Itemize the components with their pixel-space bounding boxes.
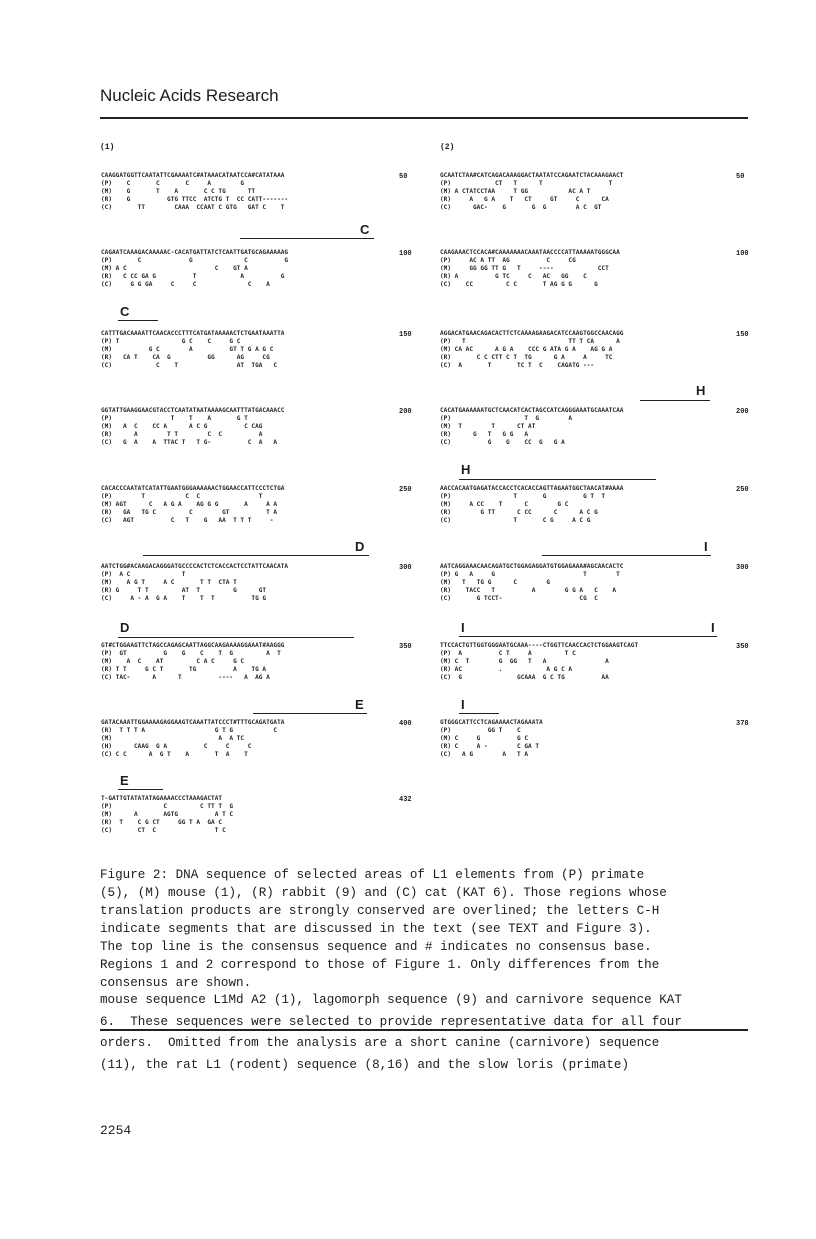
region-2-block-2: [440, 249, 620, 288]
segment-marker-d-2: D: [120, 620, 130, 635]
region-2-block-6: [440, 563, 623, 602]
consensus-sequence: GTGGGCATTCCTCAGAAAACTAGAAATA: [440, 719, 543, 726]
sequence-position-number: 50: [399, 173, 408, 181]
species-sequence-row: (C) CT C T C: [101, 826, 226, 834]
sequence-position-number: 200: [736, 408, 749, 416]
region-1-block-2: [101, 249, 288, 288]
consensus-sequence: GCAATCTAA#CATCAGACAAAGGACTAATATCCAGAATCTACAAAGAACT: [440, 172, 624, 179]
consensus-sequence: CATTTGACAAAATTCAACACCCTTTCATGATAAAAACTCTGAATAAATTA: [101, 330, 285, 337]
species-sequence-row: (R) T T G C T TG A TG A: [101, 665, 267, 673]
segment-marker-e-2: E: [120, 773, 129, 788]
overline-i-1: [542, 555, 711, 556]
species-sequence-row: (M) AGT C A G A AG G G A A A: [101, 500, 278, 508]
species-sequence-row: (C) G G CC G G A: [440, 438, 565, 446]
sequence-position-number: 432: [399, 796, 412, 804]
region-1-block-1: [101, 172, 288, 211]
species-sequence-row: (M) A CTATCCTAA T GG AC A T: [440, 187, 591, 195]
body-paragraph: mouse sequence L1Md A2 (1), lagomorph sequence (9) and carnivore sequence KAT 6. These sequences were selected to provide representative data for all four orders. Omitted from the analysis are a short canine (carnivore) sequence (11), the rat L1 (rodent) sequence (8,16) and the slow loris (primate): [100, 993, 682, 1072]
species-sequence-row: (M) C G G C: [440, 734, 529, 742]
species-sequence-row: (R) T C G CT GG T A GA C: [101, 818, 223, 826]
sequence-position-number: 200: [399, 408, 412, 416]
sequence-position-number: 300: [736, 564, 749, 572]
species-sequence-row: (C) TAC- A T ---- A AG A: [101, 673, 270, 681]
species-sequence-row: (M) T T CT AT: [440, 422, 536, 430]
species-sequence-row: (P) T T A G T: [101, 414, 248, 422]
species-sequence-row: (M) G C A GT T G A G C: [101, 345, 274, 353]
consensus-sequence: CAAGGATGGTTCAATATTCGAAAATC#ATAAACATAATCCA#CATATAAA: [101, 172, 285, 179]
region-2-block-7: [440, 642, 638, 681]
species-sequence-row: (P) GG T C: [440, 726, 521, 734]
overline-i-2: [459, 636, 717, 637]
species-sequence-row: (M) A C CC A A C G C CAG: [101, 422, 263, 430]
sequence-position-number: 300: [399, 564, 412, 572]
segment-marker-e-1: E: [355, 697, 364, 712]
species-sequence-row: (R) C C CTT C T TG G A A TC: [440, 353, 613, 361]
species-sequence-row: (C) G A A TTAC T T G- C A A: [101, 438, 278, 446]
sequence-position-number: 50: [736, 173, 745, 181]
species-sequence-row: (C) T C G A C G: [440, 516, 591, 524]
overline-d-2: [118, 637, 354, 638]
species-sequence-row: (C) A G A T A: [440, 750, 529, 758]
consensus-sequence: CACATGAAAAAATGCTCAACATCACTAGCCATCAGGGAAATGCAAATCAA: [440, 407, 624, 414]
region-2-block-4: [440, 407, 623, 446]
segment-marker-d-1: D: [355, 539, 365, 554]
species-sequence-row: (C) G GCAAA G C TG AA: [440, 673, 609, 681]
journal-title: Nucleic Acids Research: [100, 86, 279, 105]
region-1-block-9: [101, 795, 233, 834]
species-sequence-row: (P) A C T A T C: [440, 649, 576, 657]
species-sequence-row: (M) C T G GG T A A: [440, 657, 609, 665]
consensus-sequence: TTCCACTGTTGGTGGGAATGCAAA----CTGGTTCAACCACTCTGGAAGTCAGT: [440, 642, 639, 649]
species-sequence-row: (R) CA T CA G GG AG CG: [101, 353, 270, 361]
consensus-sequence: CAGAATCAAAGACAAAAAC-CACATGATTATCTCAATTGATGCAGAAAAAG: [101, 249, 289, 256]
species-sequence-row: (M) A G T A C T T CTA T: [101, 578, 237, 586]
species-sequence-row: (C) TT CAAA CCAAT C GTG GAT C T: [101, 203, 285, 211]
species-sequence-row: (R) C A - C GA T: [440, 742, 540, 750]
sequence-position-number: 350: [736, 643, 749, 651]
sequence-position-number: 150: [736, 331, 749, 339]
segment-marker-i-1: I: [704, 539, 708, 554]
species-sequence-row: (C) AGT C T G AA T T T -: [101, 516, 274, 524]
species-sequence-row: (P) T G A: [440, 414, 573, 422]
species-sequence-row: (R) TACC T A G G A C A: [440, 586, 617, 594]
species-sequence-row: (P) T C C T: [101, 492, 263, 500]
consensus-sequence: CACACCCAATATCATATTGAATGGGAAAAAACTGGAACCATTCCCTCTGA: [101, 485, 285, 492]
consensus-sequence: AATCTGG#ACAAGACAGGGATGCCCCACTCTCACCACTCCTATTCAACATA: [101, 563, 289, 570]
header-rule: [100, 117, 748, 119]
page-number: 2254: [100, 1123, 132, 1138]
species-sequence-row: (R) A T T C C A: [101, 430, 263, 438]
segment-marker-i-2: I: [461, 620, 465, 635]
sequence-position-number: 250: [399, 486, 412, 494]
species-sequence-row: (P) AC A TT AG C CG: [440, 256, 576, 264]
region-2-label: (2): [440, 143, 455, 152]
species-sequence-row: (C) G TCCT- CG C: [440, 594, 598, 602]
species-sequence-row: (C) A T TC T C CAGATG ---: [440, 361, 595, 369]
overline-e-1: [253, 713, 367, 714]
region-1-block-3: [101, 330, 284, 369]
species-sequence-row: (M) A C C GT A: [101, 264, 248, 272]
species-sequence-row: (P) C C C A G: [101, 179, 245, 187]
overline-h-1: [640, 400, 710, 401]
consensus-sequence: GGTATTGAAGGAACGTACCTCAATATAATAAAAGCAATTTATGACAAACC: [101, 407, 285, 414]
species-sequence-row: (M) GG GG TT G T ---- CCT: [440, 264, 609, 272]
species-sequence-row: (R) A G TC C AC GG C: [440, 272, 587, 280]
species-sequence-row: (P) G A G T T: [440, 570, 620, 578]
sequence-position-number: 350: [399, 643, 412, 651]
consensus-sequence: AACCACAATGAGATACCACCTCACACCAGTTAGAATGGCTAACAT#AAAA: [440, 485, 624, 492]
consensus-sequence: AATCAGGAAACAACAGATGCTGGAGAGGATGTGGAGAAA#AGCAACACTC: [440, 563, 624, 570]
species-sequence-row: (C) GAC- G G G A C GT: [440, 203, 602, 211]
region-1-block-7: [101, 642, 284, 681]
segment-marker-h-1: H: [696, 383, 706, 398]
species-sequence-row: (R) C CC GA G T A G: [101, 272, 285, 280]
region-2-block-1: [440, 172, 623, 211]
species-sequence-row: (P) GT G G C T G A T: [101, 649, 281, 657]
segment-marker-i-3: I: [711, 620, 715, 635]
species-sequence-row: (H) CAAG G A C C C: [101, 742, 252, 750]
segment-marker-c-2: C: [120, 304, 130, 319]
consensus-sequence: GATACAAATTGGAAAAGAGGAAGTCAAATTATCCCT#TTTGCAGATGATA: [101, 719, 285, 726]
species-sequence-row: (R) AC . A G C A: [440, 665, 573, 673]
species-sequence-row: (M) A A TC: [101, 734, 245, 742]
species-sequence-row: (P) CT T T T: [440, 179, 613, 187]
species-sequence-row: (C) C C A G T A T A T: [101, 750, 248, 758]
overline-d-1: [143, 555, 369, 556]
species-sequence-row: (C) C T AT TGA C: [101, 361, 278, 369]
species-sequence-row: (R) G T G G A: [440, 430, 529, 438]
species-sequence-row: (M) A AGTG A T C: [101, 810, 234, 818]
sequence-position-number: 378: [736, 720, 749, 728]
overline-c-2: [118, 320, 158, 321]
sequence-position-number: 100: [736, 250, 749, 258]
overline-h-2: [459, 479, 656, 480]
species-sequence-row: (P) C G C G: [101, 256, 289, 264]
species-sequence-row: (R) T T T A G T G C: [101, 726, 278, 734]
footer-rule: [100, 1029, 748, 1031]
species-sequence-row: (R) GA TG C C GT T A: [101, 508, 278, 516]
consensus-sequence: T-GATTGTATATATAGAAAACCCTAAAGACTAT: [101, 795, 223, 802]
species-sequence-row: (P) A C T: [101, 570, 186, 578]
region-1-label: (1): [100, 143, 115, 152]
region-1-block-5: [101, 485, 284, 524]
species-sequence-row: (C) A - A G A T T T TG G: [101, 594, 267, 602]
species-sequence-row: (M) T TG G C G: [440, 578, 551, 586]
figure-caption: Figure 2: DNA sequence of selected areas of L1 elements from (P) primate (5), (M) mouse (1), (R) rabbit (9) and (C) cat (KAT 6). Those regions whose translation products are strongly conserved are overlined; the letters C-H indicate segments that are discussed in the text (see TEXT and Figure 3). The top line is the consensus sequence and # indicates no consensus base. Regions 1 and 2 correspond to those of Figure 1. Only differences from the consensus are shown.: [100, 868, 667, 990]
consensus-sequence: CAAGAAACTCCACA#CAAAAAAACAAATAACCCCATTAAAAATGGGCAA: [440, 249, 620, 256]
segment-marker-i-4: I: [461, 697, 465, 712]
consensus-sequence: GT#CTGGAAGTTCTAGCCAGAGCAATTAGGCAAGAAAAGGAAAT#AAGGG: [101, 642, 285, 649]
region-2-block-3: [440, 330, 623, 369]
region-1-block-4: [101, 407, 284, 446]
overline-e-2: [118, 789, 163, 790]
sequence-position-number: 400: [399, 720, 412, 728]
region-2-block-5: [440, 485, 623, 524]
region-1-block-8: [101, 719, 284, 758]
species-sequence-row: (P) T TT T CA A: [440, 337, 620, 345]
region-2-block-8: [440, 719, 543, 758]
species-sequence-row: (R) A G A T CT GT C CA: [440, 195, 609, 203]
region-1-block-6: [101, 563, 288, 602]
consensus-sequence: AGGACATGAACAGACACTTCTCAAAAGAAGACATCCAAGTGGCCAACAGG: [440, 330, 624, 337]
overline-c-1: [240, 238, 374, 239]
species-sequence-row: (P) C C TT T G: [101, 802, 234, 810]
species-sequence-row: (C) G G GA C C C A: [101, 280, 270, 288]
species-sequence-row: (R) G GTG TTCC ATCTG T CC CATT-------: [101, 195, 289, 203]
species-sequence-row: (M) CA AC A G A CCC G ATA G A AG G A: [440, 345, 613, 353]
sequence-position-number: 250: [736, 486, 749, 494]
species-sequence-row: (R) G TT C CC C A C G: [440, 508, 598, 516]
segment-marker-c-1: C: [360, 222, 370, 237]
overline-i-3: [459, 713, 499, 714]
species-sequence-row: (P) T G C C G C: [101, 337, 241, 345]
sequence-position-number: 150: [399, 331, 412, 339]
species-sequence-row: (P) T G G T T: [440, 492, 606, 500]
species-sequence-row: (R) G T T AT T G GT: [101, 586, 267, 594]
species-sequence-row: (M) A CC T C G C: [440, 500, 569, 508]
segment-marker-h-2: H: [461, 462, 471, 477]
sequence-position-number: 100: [399, 250, 412, 258]
species-sequence-row: (M) G T A C C TG TT: [101, 187, 256, 195]
species-sequence-row: (C) CC C C T AG G G G: [440, 280, 598, 288]
species-sequence-row: (M) A C AT C A C G C: [101, 657, 245, 665]
